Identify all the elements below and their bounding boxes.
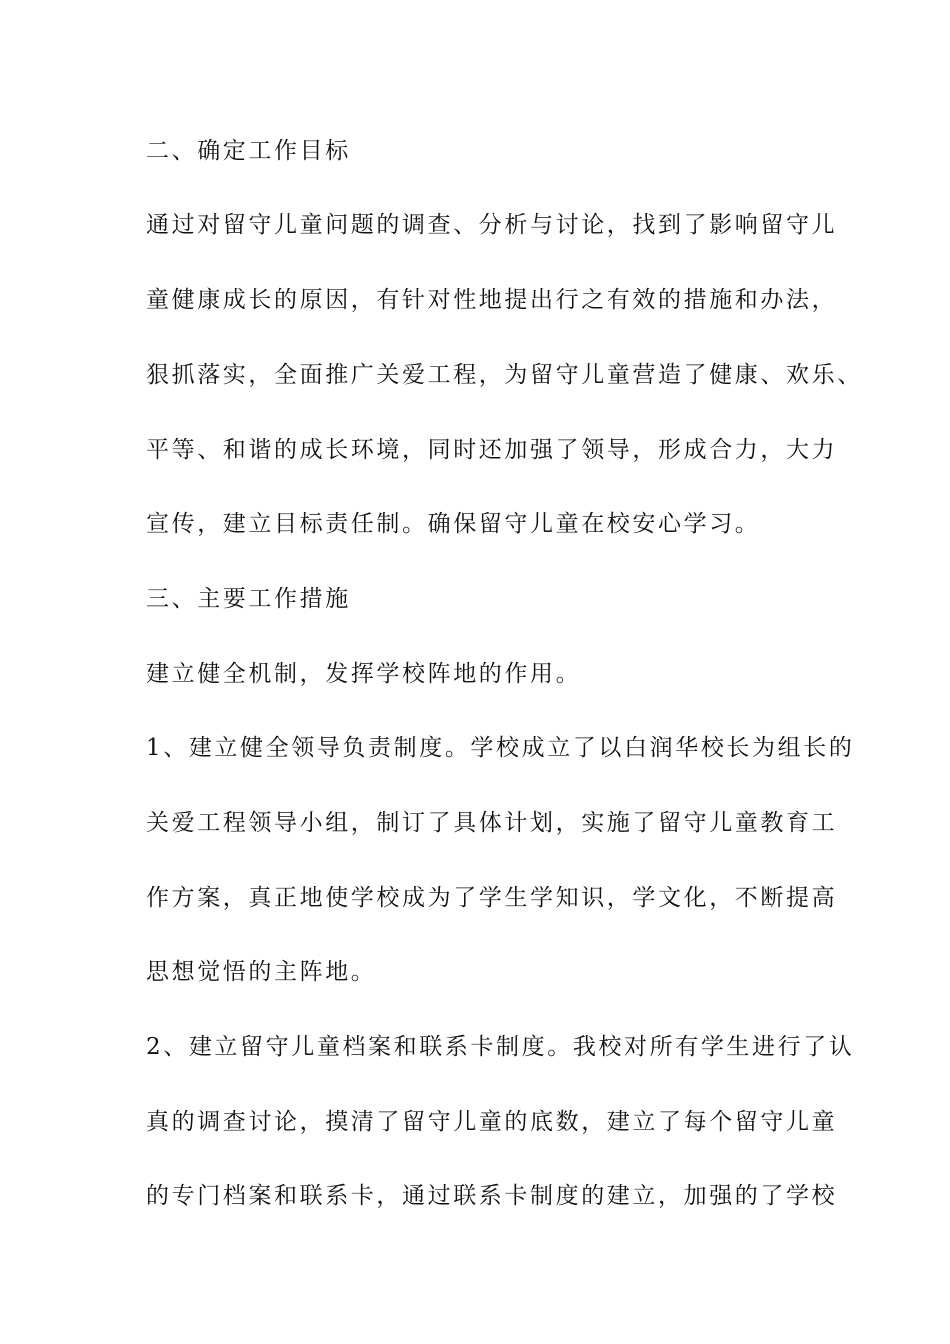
paragraph-line: 平等、和谐的成长环境，同时还加强了领导，形成合力，大力: [146, 437, 838, 463]
paragraph-line: 通过对留守儿童问题的调查、分析与讨论，找到了影响留守儿: [146, 212, 838, 238]
section-heading-goals: 二、确定工作目标: [146, 138, 351, 164]
paragraph-line: 童健康成长的原因，有针对性地提出行之有效的措施和办法，: [146, 287, 838, 313]
paragraph-line: 真的调查讨论，摸清了留守儿童的底数，建立了每个留守儿童: [146, 1109, 838, 1135]
paragraph-line: 思想觉悟的主阵地。: [146, 959, 377, 985]
paragraph-line: 2、建立留守儿童档案和联系卡制度。我校对所有学生进行了认: [146, 1034, 855, 1060]
paragraph-line: 建立健全机制，发挥学校阵地的作用。: [146, 661, 582, 687]
paragraph-line: 作方案，真正地使学校成为了学生学知识，学文化，不断提高: [146, 885, 838, 911]
paragraph-line: 关爱工程领导小组，制订了具体计划，实施了留守儿童教育工: [146, 810, 838, 836]
paragraph-line: 的专门档案和联系卡，通过联系卡制度的建立，加强的了学校: [146, 1183, 838, 1209]
paragraph-line: 狠抓落实，全面推广关爱工程，为留守儿童营造了健康、欢乐、: [146, 362, 863, 388]
section-heading-measures: 三、主要工作措施: [146, 586, 351, 612]
paragraph-line: 宣传，建立目标责任制。确保留守儿童在校安心学习。: [146, 511, 761, 537]
paragraph-line: 1、建立健全领导负责制度。学校成立了以白润华校长为组长的: [146, 735, 855, 761]
